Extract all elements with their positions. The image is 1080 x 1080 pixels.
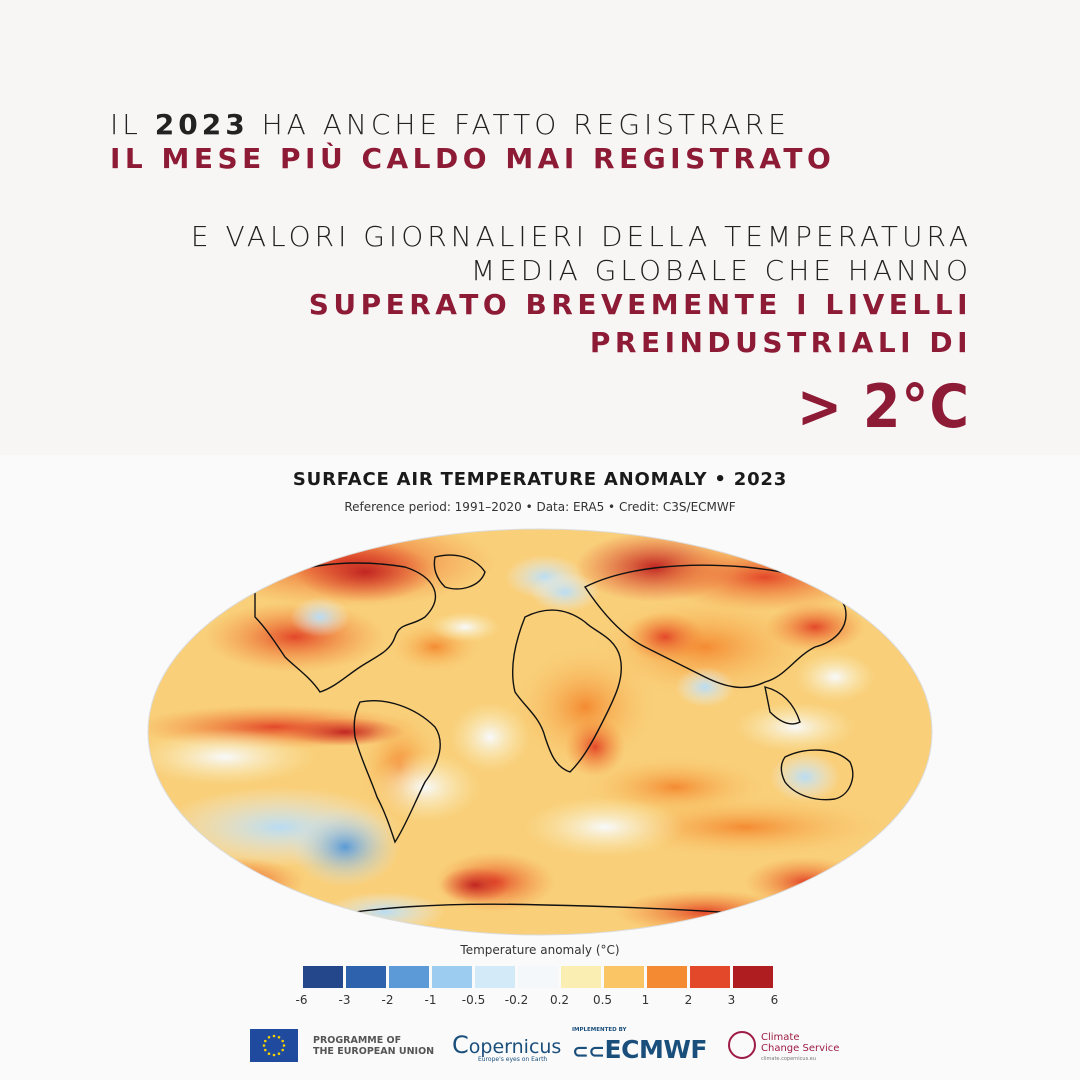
anomaly-figure	[0, 455, 1080, 1080]
c3s-thermometer-icon	[728, 1031, 756, 1059]
headline-line-2: IL MESE PIÙ CALDO MAI REGISTRATO	[110, 142, 836, 175]
colorbar-tick-label: -0.5	[461, 993, 486, 1007]
copernicus-logo: Copernicus	[452, 1031, 562, 1059]
colorbar-tick-label: 6	[770, 993, 779, 1007]
eu-programme-text: PROGRAMME OF THE EUROPEAN UNION	[313, 1035, 435, 1057]
headline-line-3: E VALORI GIORNALIERI DELLA TEMPERATURA	[190, 220, 972, 253]
colorbar-tick-label: -6	[295, 993, 308, 1007]
colorbar-swatch	[518, 966, 558, 988]
colorbar-swatch	[303, 966, 343, 988]
colorbar-swatch	[561, 966, 601, 988]
headline-line-6: PREINDUSTRIALI DI	[589, 326, 972, 359]
colorbar-tick-label: 2	[684, 993, 693, 1007]
c3s-url: climate.copernicus.eu	[761, 1056, 817, 1062]
ecmwf-logo: ⊂⊂ECMWF	[572, 1035, 707, 1064]
colorbar-swatch	[733, 966, 773, 988]
world-anomaly-map	[145, 527, 935, 937]
colorbar-tick-label: 1	[641, 993, 650, 1007]
colorbar-tick-label: 0.5	[592, 993, 613, 1007]
copernicus-tagline: Europe's eyes on Earth	[478, 1056, 548, 1063]
headline-line-4: MEDIA GLOBALE CHE HANNO	[470, 254, 972, 287]
eu-flag-icon	[250, 1029, 298, 1062]
headline-value: > 2°C	[796, 372, 970, 442]
ecmwf-implemented-by: IMPLEMENTED BY	[572, 1027, 627, 1033]
colorbar-tick-label: -1	[424, 993, 437, 1007]
colorbar-title: Temperature anomaly (°C)	[460, 943, 620, 957]
colorbar-swatch	[690, 966, 730, 988]
colorbar-swatch	[432, 966, 472, 988]
colorbar-swatch	[475, 966, 515, 988]
colorbar-tick-label: -2	[381, 993, 394, 1007]
c3s-logo: Climate Change Service	[761, 1032, 840, 1054]
colorbar-swatch	[389, 966, 429, 988]
figure-title: SURFACE AIR TEMPERATURE ANOMALY • 2023	[292, 469, 788, 490]
colorbar-tick-label: -3	[338, 993, 351, 1007]
headline-line-1: IL 2023 HA ANCHE FATTO REGISTRARE	[110, 108, 790, 141]
headline-line-5: SUPERATO BREVEMENTE I LIVELLI	[308, 288, 972, 321]
figure-subtitle: Reference period: 1991–2020 • Data: ERA5 • Credit: C3S/ECMWF	[344, 500, 736, 514]
colorbar-swatch	[604, 966, 644, 988]
colorbar-swatch	[346, 966, 386, 988]
colorbar	[303, 966, 773, 988]
partner-logos	[0, 1023, 1080, 1073]
colorbar-tick-label: 3	[727, 993, 736, 1007]
colorbar-tick-label: 0.2	[549, 993, 570, 1007]
colorbar-swatch	[647, 966, 687, 988]
colorbar-tick-label: -0.2	[504, 993, 529, 1007]
headline-year: 2023	[154, 108, 249, 141]
